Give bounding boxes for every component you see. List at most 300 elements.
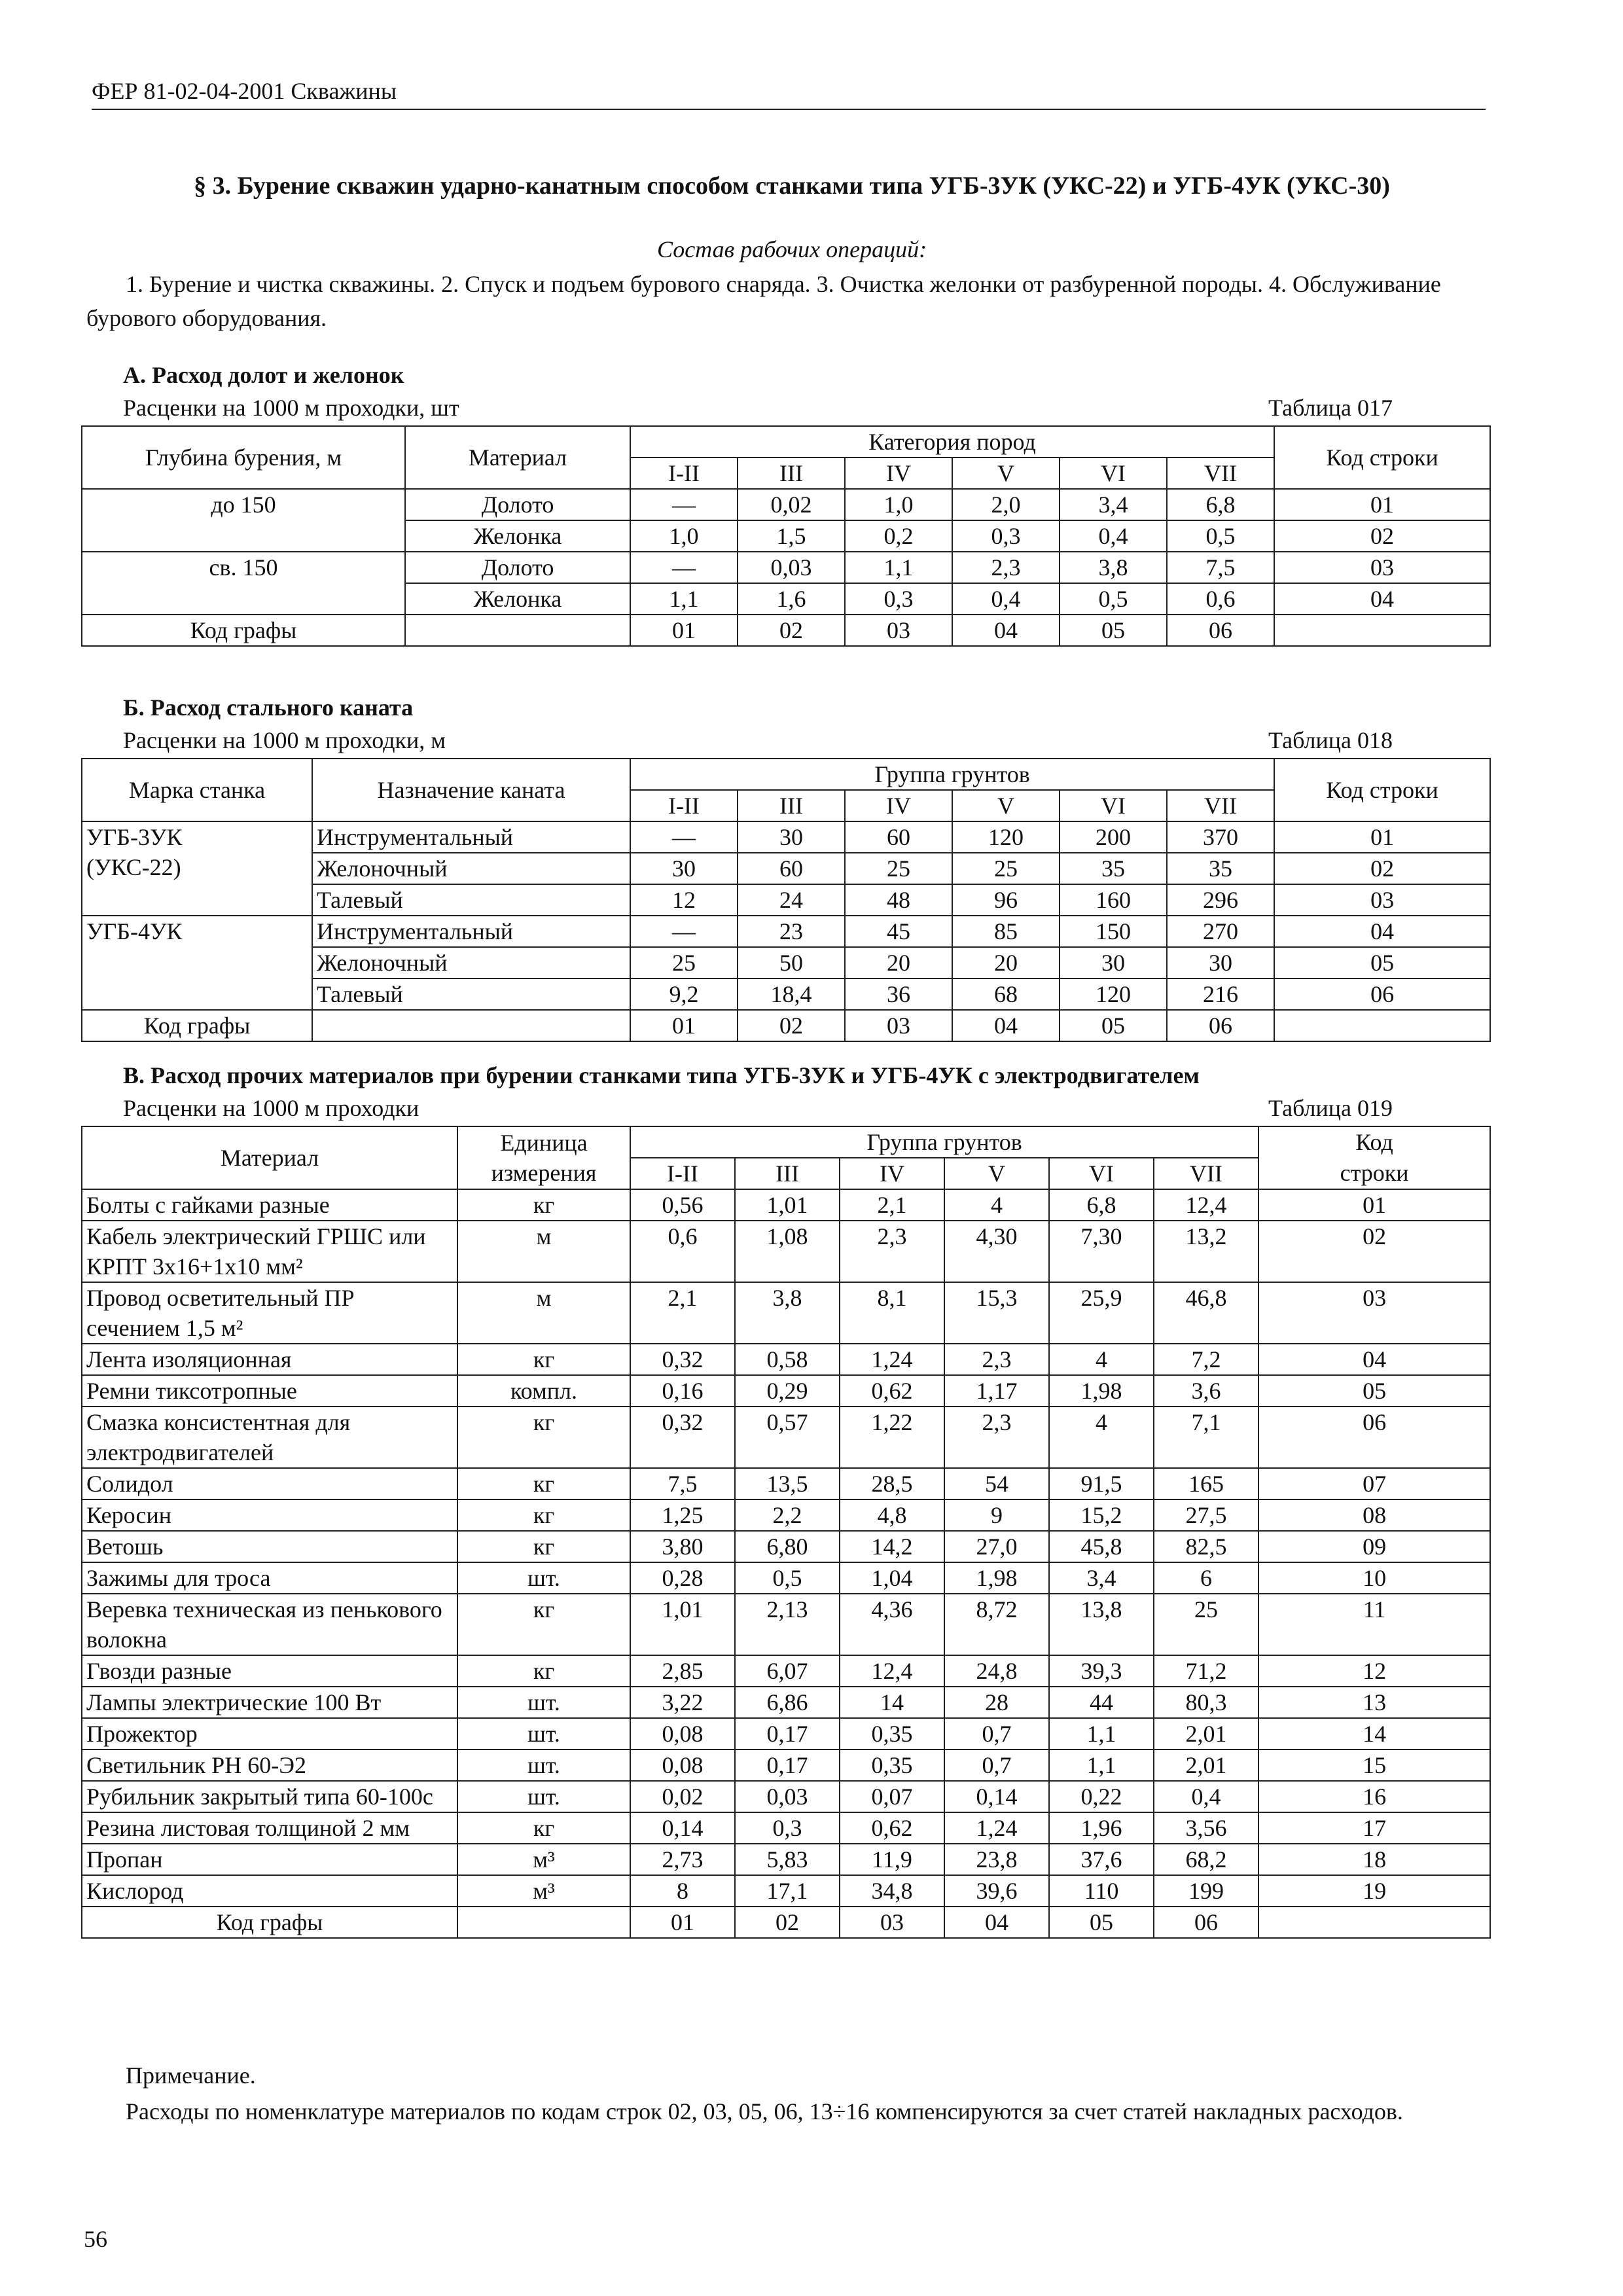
unit-cell: шт. <box>457 1718 630 1749</box>
value-cell: 9,2 <box>630 978 738 1010</box>
value-cell: 27,5 <box>1154 1499 1258 1531</box>
table-a-caption <box>123 394 1393 422</box>
material-cell: Прожектор <box>82 1718 457 1749</box>
column-code: 06 <box>1154 1907 1258 1938</box>
table-row <box>82 1375 1490 1407</box>
code-cell: 12 <box>1258 1655 1490 1687</box>
header-row <box>82 1126 1490 1158</box>
footer-empty <box>457 1907 630 1938</box>
column-header: V <box>952 457 1060 489</box>
footer-row <box>82 1907 1490 1938</box>
value-cell: 54 <box>944 1468 1049 1499</box>
code-cell: 04 <box>1258 1344 1490 1375</box>
unit-cell: кг <box>457 1499 630 1531</box>
value-cell: 11,9 <box>840 1844 944 1875</box>
value-cell: 0,22 <box>1049 1781 1154 1812</box>
operations-text: 1. Бурение и чистка скважины. 2. Спуск и подъем бурового снаряда. 3. Очистка желонки от разбуренной породы. 4. Обслуживание бурового оборудования. <box>86 271 1441 331</box>
value-cell: 48 <box>845 884 952 916</box>
material-cell: Гвозди разные <box>82 1655 457 1687</box>
value-cell: 1,24 <box>840 1344 944 1375</box>
value-cell: 25 <box>952 853 1060 884</box>
code-cell: 03 <box>1258 1282 1490 1344</box>
document-header: ФЕР 81-02-04-2001 Скважины <box>92 77 1486 110</box>
value-cell: 5,83 <box>735 1844 840 1875</box>
brand-line: (УКС-22) <box>86 854 181 880</box>
table-a <box>81 425 1491 647</box>
value-cell: 120 <box>1060 978 1167 1010</box>
brand-cell <box>82 916 312 1010</box>
table-row <box>82 1687 1490 1718</box>
value-cell: 50 <box>738 947 845 978</box>
value-cell: 0,35 <box>840 1749 944 1781</box>
value-cell: 39,6 <box>944 1875 1049 1907</box>
table-c-number: Таблица 019 <box>1268 1095 1393 1121</box>
header-cell: Код <box>1258 1126 1490 1158</box>
value-cell: 27,0 <box>944 1531 1049 1562</box>
value-cell: 35 <box>1167 853 1274 884</box>
material-cell: Пропан <box>82 1844 457 1875</box>
value-cell: 7,5 <box>630 1468 735 1499</box>
code-cell: 13 <box>1258 1687 1490 1718</box>
value-cell: 13,2 <box>1154 1221 1258 1282</box>
value-cell: 2,01 <box>1154 1749 1258 1781</box>
value-cell: 14 <box>840 1687 944 1718</box>
depth-cell: св. 150 <box>82 552 405 615</box>
value-cell: 1,0 <box>845 489 952 520</box>
value-cell: 36 <box>845 978 952 1010</box>
table-b-caption <box>123 726 1393 754</box>
header-cell: строки <box>1258 1158 1490 1189</box>
code-cell: 08 <box>1258 1499 1490 1531</box>
value-cell: 0,17 <box>735 1718 840 1749</box>
value-cell: 1,01 <box>630 1594 735 1655</box>
table-row <box>82 1282 1490 1344</box>
value-cell: 25 <box>630 947 738 978</box>
column-header: VII <box>1167 457 1274 489</box>
footer-label: Код графы <box>82 1010 312 1041</box>
value-cell: 0,2 <box>845 520 952 552</box>
value-cell: 4,36 <box>840 1594 944 1655</box>
material-cell: Кислород <box>82 1875 457 1907</box>
column-header: III <box>738 790 845 821</box>
value-cell: 3,22 <box>630 1687 735 1718</box>
value-cell: 0,3 <box>845 583 952 615</box>
column-code: 05 <box>1049 1907 1154 1938</box>
column-code: 01 <box>630 615 738 646</box>
value-cell: 0,4 <box>1154 1781 1258 1812</box>
value-cell: 30 <box>738 821 845 853</box>
column-header: V <box>952 790 1060 821</box>
value-cell: — <box>630 489 738 520</box>
value-cell: 1,5 <box>738 520 845 552</box>
value-cell: 7,1 <box>1154 1407 1258 1468</box>
column-code: 04 <box>944 1907 1049 1938</box>
value-cell: 46,8 <box>1154 1282 1258 1344</box>
header-cell: Материал <box>82 1126 457 1189</box>
value-cell: 60 <box>738 853 845 884</box>
value-cell: 34,8 <box>840 1875 944 1907</box>
value-cell: 0,35 <box>840 1718 944 1749</box>
value-cell: 13,8 <box>1049 1594 1154 1655</box>
value-cell: 24,8 <box>944 1655 1049 1687</box>
depth-cell: до 150 <box>82 489 405 552</box>
brand-line: УГБ-4УК <box>86 918 183 944</box>
value-cell: 6,07 <box>735 1655 840 1687</box>
unit-cell: шт. <box>457 1687 630 1718</box>
purpose-cell: Талевый <box>312 884 630 916</box>
table-row <box>82 1562 1490 1594</box>
value-cell: 110 <box>1049 1875 1154 1907</box>
table-row <box>82 1812 1490 1844</box>
value-cell: 0,32 <box>630 1344 735 1375</box>
code-cell: 05 <box>1258 1375 1490 1407</box>
value-cell: 1,98 <box>944 1562 1049 1594</box>
brand-cell <box>82 821 312 916</box>
column-header: IV <box>845 457 952 489</box>
unit-cell: кг <box>457 1407 630 1468</box>
value-cell: 0,62 <box>840 1375 944 1407</box>
value-cell: 1,01 <box>735 1189 840 1221</box>
header-cell: Код строки <box>1274 759 1490 821</box>
header-cell: Категория пород <box>630 426 1274 457</box>
value-cell: 1,25 <box>630 1499 735 1531</box>
table-row <box>82 1221 1490 1282</box>
column-header: III <box>738 457 845 489</box>
value-cell: 1,17 <box>944 1375 1049 1407</box>
value-cell: 1,24 <box>944 1812 1049 1844</box>
table-c-caption <box>123 1094 1393 1122</box>
material-cell: Керосин <box>82 1499 457 1531</box>
material-cell: Долото <box>405 489 630 520</box>
material-cell: Резина листовая толщиной 2 мм <box>82 1812 457 1844</box>
value-cell: 0,62 <box>840 1812 944 1844</box>
value-cell: 6,86 <box>735 1687 840 1718</box>
value-cell: 0,3 <box>735 1812 840 1844</box>
value-cell: 370 <box>1167 821 1274 853</box>
value-cell: 0,14 <box>944 1781 1049 1812</box>
value-cell: 200 <box>1060 821 1167 853</box>
value-cell: 23,8 <box>944 1844 1049 1875</box>
table-c <box>81 1126 1491 1939</box>
value-cell: 2,0 <box>952 489 1060 520</box>
column-header: VI <box>1049 1158 1154 1189</box>
code-cell: 10 <box>1258 1562 1490 1594</box>
code-cell: 15 <box>1258 1749 1490 1781</box>
value-cell: 1,98 <box>1049 1375 1154 1407</box>
material-cell: Зажимы для троса <box>82 1562 457 1594</box>
value-cell: 0,7 <box>944 1718 1049 1749</box>
value-cell: 4 <box>1049 1344 1154 1375</box>
value-cell: 6,80 <box>735 1531 840 1562</box>
purpose-cell: Талевый <box>312 978 630 1010</box>
code-cell: 06 <box>1274 978 1490 1010</box>
value-cell: 85 <box>952 916 1060 947</box>
value-cell: 96 <box>952 884 1060 916</box>
table-row <box>82 1844 1490 1875</box>
header-cell: Код строки <box>1274 426 1490 489</box>
value-cell: 4,8 <box>840 1499 944 1531</box>
column-header: III <box>735 1158 840 1189</box>
header-row <box>82 426 1490 457</box>
table-row <box>82 1499 1490 1531</box>
code-cell: 02 <box>1258 1221 1490 1282</box>
code-cell: 04 <box>1274 583 1490 615</box>
column-header: I-II <box>630 1158 735 1189</box>
unit-cell: м <box>457 1221 630 1282</box>
value-cell: 1,08 <box>735 1221 840 1282</box>
value-cell: 3,80 <box>630 1531 735 1562</box>
table-row <box>82 1189 1490 1221</box>
value-cell: 7,5 <box>1167 552 1274 583</box>
header-row <box>82 759 1490 790</box>
code-cell: 16 <box>1258 1781 1490 1812</box>
value-cell: 7,2 <box>1154 1344 1258 1375</box>
table-row <box>82 552 1490 583</box>
material-cell: Кабель электрический ГРШС или КРПТ 3х16+1х10 мм² <box>82 1221 457 1282</box>
material-cell: Лента изоляционная <box>82 1344 457 1375</box>
material-cell: Лампы электрические 100 Вт <box>82 1687 457 1718</box>
material-cell: Провод осветительный ПР сечением 1,5 м² <box>82 1282 457 1344</box>
code-cell: 02 <box>1274 853 1490 884</box>
value-cell: 28 <box>944 1687 1049 1718</box>
code-cell: 04 <box>1274 916 1490 947</box>
value-cell: — <box>630 552 738 583</box>
value-cell: 0,03 <box>735 1781 840 1812</box>
value-cell: 2,3 <box>944 1407 1049 1468</box>
code-cell: 11 <box>1258 1594 1490 1655</box>
unit-cell: м³ <box>457 1875 630 1907</box>
value-cell: 0,5 <box>735 1562 840 1594</box>
column-header: IV <box>840 1158 944 1189</box>
value-cell: 24 <box>738 884 845 916</box>
code-cell: 05 <box>1274 947 1490 978</box>
value-cell: 4,30 <box>944 1221 1049 1282</box>
value-cell: 0,02 <box>738 489 845 520</box>
unit-cell: кг <box>457 1189 630 1221</box>
operations-title: Состав рабочих операций: <box>656 236 927 262</box>
table-row <box>82 1531 1490 1562</box>
column-code: 05 <box>1060 1010 1167 1041</box>
value-cell: 0,58 <box>735 1344 840 1375</box>
value-cell: 12,4 <box>840 1655 944 1687</box>
value-cell: 0,17 <box>735 1749 840 1781</box>
value-cell: 296 <box>1167 884 1274 916</box>
column-code: 03 <box>845 1010 952 1041</box>
code-cell: 09 <box>1258 1531 1490 1562</box>
code-cell: 01 <box>1274 489 1490 520</box>
value-cell: 37,6 <box>1049 1844 1154 1875</box>
code-cell: 02 <box>1274 520 1490 552</box>
table-row <box>82 1749 1490 1781</box>
column-code: 02 <box>735 1907 840 1938</box>
material-cell: Желонка <box>405 583 630 615</box>
value-cell: 1,0 <box>630 520 738 552</box>
table-row <box>82 1468 1490 1499</box>
value-cell: 12 <box>630 884 738 916</box>
value-cell: 8,1 <box>840 1282 944 1344</box>
table-row <box>82 916 1490 947</box>
value-cell: 0,7 <box>944 1749 1049 1781</box>
table-c-heading: В. Расход прочих материалов при бурении станками типа УГБ-3УК и УГБ-4УК с электродвигателем <box>123 1062 1200 1088</box>
unit-cell: кг <box>457 1655 630 1687</box>
column-code: 05 <box>1060 615 1167 646</box>
value-cell: 2,73 <box>630 1844 735 1875</box>
value-cell: 0,4 <box>1060 520 1167 552</box>
table-row <box>82 1655 1490 1687</box>
table-a-units: Расценки на 1000 м проходки, шт <box>123 395 459 421</box>
value-cell: 28,5 <box>840 1468 944 1499</box>
value-cell: 7,30 <box>1049 1221 1154 1282</box>
value-cell: 80,3 <box>1154 1687 1258 1718</box>
value-cell: 82,5 <box>1154 1531 1258 1562</box>
value-cell: 1,04 <box>840 1562 944 1594</box>
column-header: I-II <box>630 457 738 489</box>
column-code: 02 <box>738 1010 845 1041</box>
value-cell: 45 <box>845 916 952 947</box>
unit-cell: м³ <box>457 1844 630 1875</box>
code-cell: 01 <box>1274 821 1490 853</box>
unit-header-line: измерения <box>491 1160 597 1186</box>
column-code: 02 <box>738 615 845 646</box>
value-cell: 1,22 <box>840 1407 944 1468</box>
value-cell: 3,4 <box>1060 489 1167 520</box>
value-cell: 71,2 <box>1154 1655 1258 1687</box>
value-cell: 1,96 <box>1049 1812 1154 1844</box>
value-cell: — <box>630 916 738 947</box>
value-cell: 0,29 <box>735 1375 840 1407</box>
value-cell: 0,28 <box>630 1562 735 1594</box>
value-cell: 0,5 <box>1060 583 1167 615</box>
unit-cell: шт. <box>457 1562 630 1594</box>
column-header: VI <box>1060 790 1167 821</box>
value-cell: 0,57 <box>735 1407 840 1468</box>
unit-cell: шт. <box>457 1781 630 1812</box>
value-cell: 0,16 <box>630 1375 735 1407</box>
value-cell: 8,72 <box>944 1594 1049 1655</box>
value-cell: 6,8 <box>1049 1189 1154 1221</box>
value-cell: 2,3 <box>944 1344 1049 1375</box>
value-cell: 0,56 <box>630 1189 735 1221</box>
footer-label: Код графы <box>82 615 405 646</box>
value-cell: 216 <box>1167 978 1274 1010</box>
material-cell: Болты с гайками разные <box>82 1189 457 1221</box>
value-cell: 0,3 <box>952 520 1060 552</box>
value-cell: 12,4 <box>1154 1189 1258 1221</box>
header-cell: Группа грунтов <box>630 759 1274 790</box>
unit-cell: кг <box>457 1531 630 1562</box>
value-cell: 25,9 <box>1049 1282 1154 1344</box>
value-cell: 0,6 <box>630 1221 735 1282</box>
table-c-units: Расценки на 1000 м проходки <box>123 1095 419 1121</box>
value-cell: 0,08 <box>630 1718 735 1749</box>
footer-empty <box>1258 1907 1490 1938</box>
value-cell: 23 <box>738 916 845 947</box>
value-cell: 2,13 <box>735 1594 840 1655</box>
value-cell: 25 <box>845 853 952 884</box>
material-cell: Желонка <box>405 520 630 552</box>
value-cell: 91,5 <box>1049 1468 1154 1499</box>
value-cell: 0,4 <box>952 583 1060 615</box>
value-cell: 3,8 <box>1060 552 1167 583</box>
purpose-cell: Желоночный <box>312 853 630 884</box>
column-code: 01 <box>630 1010 738 1041</box>
value-cell: 25 <box>1154 1594 1258 1655</box>
value-cell: 15,2 <box>1049 1499 1154 1531</box>
value-cell: 13,5 <box>735 1468 840 1499</box>
value-cell: 0,32 <box>630 1407 735 1468</box>
table-a-heading: А. Расход долот и желонок <box>123 362 404 388</box>
table-b-heading: Б. Расход стального каната <box>123 694 414 721</box>
material-cell: Долото <box>405 552 630 583</box>
column-header: IV <box>845 790 952 821</box>
column-header: VII <box>1167 790 1274 821</box>
header-cell: Группа грунтов <box>630 1126 1258 1158</box>
value-cell: 45,8 <box>1049 1531 1154 1562</box>
code-cell: 17 <box>1258 1812 1490 1844</box>
table-row <box>82 1875 1490 1907</box>
value-cell: 160 <box>1060 884 1167 916</box>
column-header: V <box>944 1158 1049 1189</box>
material-cell: Смазка консистентная для электродвигателей <box>82 1407 457 1468</box>
value-cell: 30 <box>1167 947 1274 978</box>
header-cell: Материал <box>405 426 630 489</box>
value-cell: — <box>630 821 738 853</box>
value-cell: 6 <box>1154 1562 1258 1594</box>
value-cell: 2,3 <box>840 1221 944 1282</box>
table-b-units: Расценки на 1000 м проходки, м <box>123 727 446 753</box>
unit-cell: кг <box>457 1468 630 1499</box>
table-row <box>82 489 1490 520</box>
footer-label: Код графы <box>82 1907 457 1938</box>
value-cell: 4 <box>1049 1407 1154 1468</box>
column-code: 01 <box>630 1907 735 1938</box>
value-cell: 2,85 <box>630 1655 735 1687</box>
unit-cell: кг <box>457 1344 630 1375</box>
unit-header-line: Единица <box>500 1130 588 1156</box>
header-cell: Глубина бурения, м <box>82 426 405 489</box>
code-cell: 14 <box>1258 1718 1490 1749</box>
value-cell: 68 <box>952 978 1060 1010</box>
value-cell: 1,1 <box>1049 1749 1154 1781</box>
header-cell <box>457 1126 630 1189</box>
purpose-cell: Желоночный <box>312 947 630 978</box>
value-cell: 3,56 <box>1154 1812 1258 1844</box>
value-cell: 30 <box>1060 947 1167 978</box>
purpose-cell: Инструментальный <box>312 916 630 947</box>
column-code: 04 <box>952 1010 1060 1041</box>
value-cell: 18,4 <box>738 978 845 1010</box>
column-header: VII <box>1154 1158 1258 1189</box>
value-cell: 44 <box>1049 1687 1154 1718</box>
material-cell: Светильник РН 60-Э2 <box>82 1749 457 1781</box>
value-cell: 0,08 <box>630 1749 735 1781</box>
section-title: § 3. Бурение скважин ударно-канатным способом станками типа УГБ-3УК (УКС-22) и УГБ-4УК (УКС-30) <box>194 172 1390 200</box>
value-cell: 199 <box>1154 1875 1258 1907</box>
value-cell: 14,2 <box>840 1531 944 1562</box>
code-cell: 18 <box>1258 1844 1490 1875</box>
value-cell: 1,1 <box>1049 1718 1154 1749</box>
value-cell: 165 <box>1154 1468 1258 1499</box>
value-cell: 15,3 <box>944 1282 1049 1344</box>
value-cell: 0,14 <box>630 1812 735 1844</box>
value-cell: 2,1 <box>630 1282 735 1344</box>
table-b <box>81 758 1491 1042</box>
value-cell: 270 <box>1167 916 1274 947</box>
value-cell: 1,1 <box>845 552 952 583</box>
value-cell: 30 <box>630 853 738 884</box>
value-cell: 0,07 <box>840 1781 944 1812</box>
header-cell: Назначение каната <box>312 759 630 821</box>
